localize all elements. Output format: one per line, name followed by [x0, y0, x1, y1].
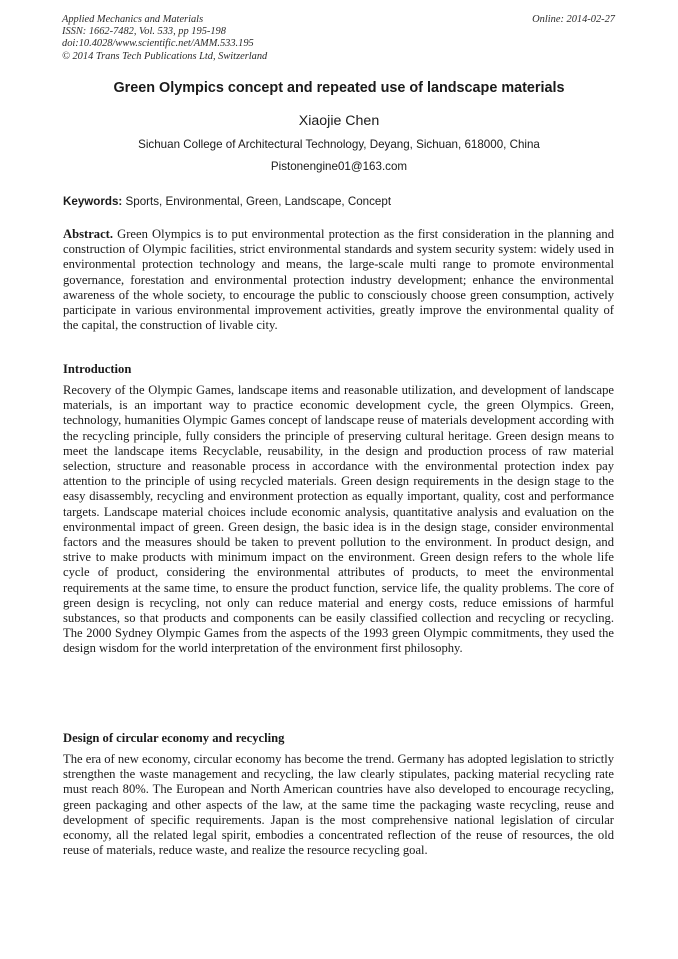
journal-name: Applied Mechanics and Materials	[62, 14, 204, 25]
keywords	[63, 195, 391, 208]
issn-line: ISSN: 1662-7482, Vol. 533, pp 195-198	[62, 26, 226, 38]
doi-line[interactable]: doi:10.4028/www.scientific.net/AMM.533.195	[62, 38, 254, 50]
section-heading-circular-economy: Design of circular economy and recycling	[63, 731, 285, 745]
abstract-label: Abstract.	[63, 227, 114, 241]
abstract	[63, 227, 614, 333]
author-email[interactable]: Pistonengine01@163.com	[270, 160, 408, 173]
journal-header	[62, 14, 267, 63]
author-name: Xiaojie Chen	[298, 113, 380, 129]
keywords-label: Keywords:	[63, 195, 123, 208]
abstract-text: Green Olympics is to put environmental protection as the first consideration in the planning and construction of Olympic facilities, strict environmental standards and system security system: widely used in environmental protection technology and means, the large-scale multi range to promote environmental governance, forestation and environmental protection industry development; enhance the environmental awareness of the whole society, to encourage the public to consciously choose green consumption, actively participate in various environmental improvement activities, greatly improve the environmental quality of the capital, the construction of livable city.	[63, 227, 614, 333]
section-heading-introduction: Introduction	[63, 362, 132, 376]
author-affiliation: Sichuan College of Architectural Technology, Deyang, Sichuan, 618000, China	[138, 138, 540, 151]
paper-title: Green Olympics concept and repeated use of landscape materials	[113, 80, 565, 96]
section-body-introduction: Recovery of the Olympic Games, landscape items and reasonable utilization, and development of landscape materials, is an important way to practice economic development cycle, the green Olympics. Green, technology, humanities Olympic Games concept of landscape reuse of materials development according with the recycling principle, fully considers the principle of preserving cultural heritage. Green design means to meet the landscape items Recyclable, reusability, in the design and production process of raw material selection, structure and reasonable process in accordance with the environmental protection index pay attention to the principle of using recycled materials. Green design requirements in the design stage to the easy disassembly, recycling and environment protection as equally important, quality, cost and performance targets. Landscape material choices include economic analysis, quantitative analysis and evaluation on the environmental impact of green. Green design, the basic idea is in the design stage, consider environmental factors and the measures should be taken to prevent pollution to the environment. In product design, and strive to make products with minimum impact on the environment. Green design refers to the whole life cycle of product, considering the environmental attributes of products, to meet the environmental requirements at the same time, to ensure the product function, service life, the quality problems. The core of green design is recycling, not only can reduce material and energy costs, reduce emissions of harmful substances, so that products and components can be easily classified collection and recycling or recycling. The 2000 Sydney Olympic Games from the aspects of the 1993 green Olympic commitments, they used the design wisdom for the world interpretation of the environment first philosophy.	[63, 383, 614, 656]
section-body-circular-economy: The era of new economy, circular economy has become the trend. Germany has adopted legislation to strictly strengthen the waste management and recycling, the law clearly stipulates, packing material recycling rate must reach 80%. The European and North American countries have also developed to encourage recycling, green packaging and other aspects of the law, at the same time the packaging waste recycling, reuse and development of specific requirements. Japan is the most comprehensive national legislation of circular economy, all the related legal spirit, embodies a concentrated reflection of the reuse of resources, the old reuse of materials, reduce waste, and realize the resource recycling goal.	[63, 752, 615, 858]
keywords-text: Sports, Environmental, Green, Landscape, Concept	[125, 195, 392, 208]
online-date: Online: 2014-02-27	[532, 14, 615, 25]
copyright-line: © 2014 Trans Tech Publications Ltd, Switzerland	[62, 50, 268, 62]
